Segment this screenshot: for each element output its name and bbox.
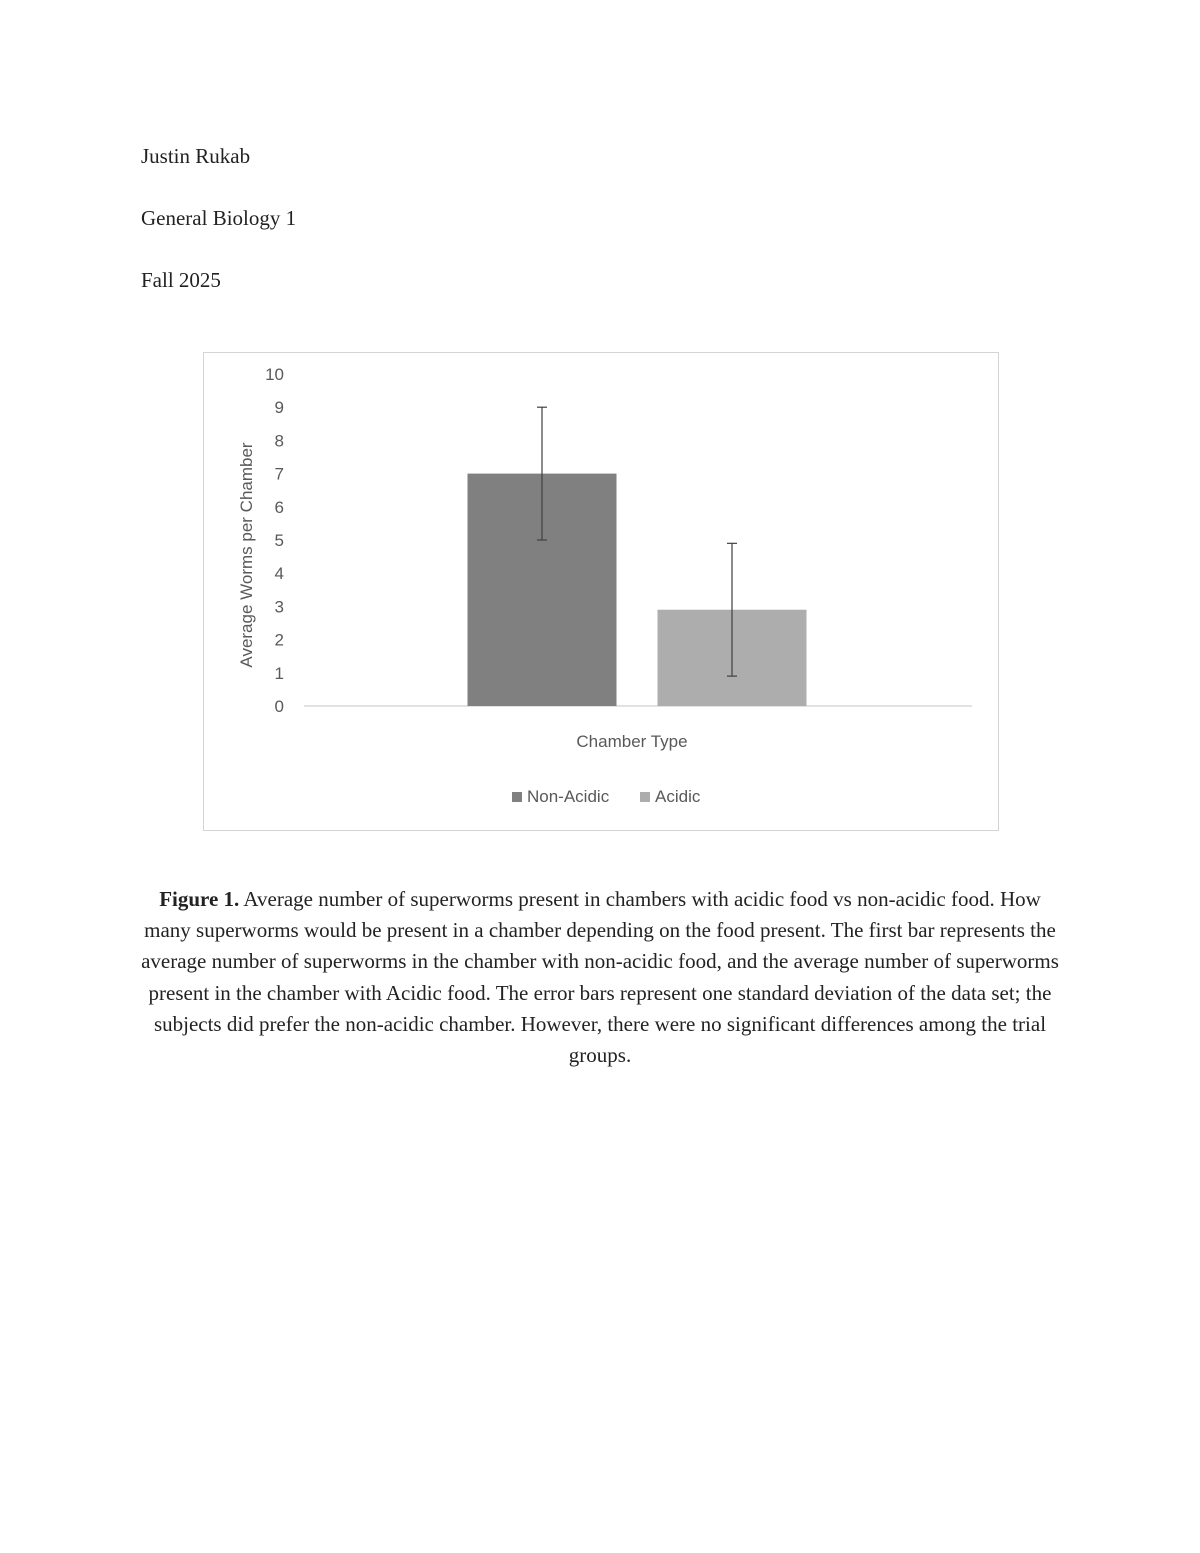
y-tick-label: 2 [274,630,284,650]
x-axis-label: Chamber Type [576,732,688,751]
figure-caption-text: Average number of superworms present in chambers with acidic food vs non-acidic food. How many superworms would be present in a chamber depending on the food present. The first bar represents the average number of superworms in the chamber with non-acidic food, and the average number of superworms present in the chamber with Acidic food. The error bars represent one standard deviation of the data set; the subjects did prefer the non-acidic chamber. However, there were no significant differences among the trial groups. [141,887,1059,1068]
legend-label: Acidic [655,787,701,806]
term: Fall 2025 [141,268,221,292]
author-name: Justin Rukab [141,144,251,168]
y-tick-label: 7 [274,464,284,484]
figure-label: Figure 1. [159,887,240,911]
figure-chart [203,352,999,831]
y-tick-label: 5 [274,531,284,550]
y-tick-label: 4 [274,564,284,584]
y-axis-label: Average Worms per Chamber [237,442,256,668]
y-tick-label: 1 [274,663,284,683]
bar-chart [204,353,998,830]
legend-label: Non-Acidic [527,787,610,806]
y-tick-label: 8 [274,431,284,451]
y-tick-label: 3 [274,597,284,617]
y-tick-label: 9 [274,398,284,418]
legend-swatch [640,792,650,802]
y-tick-label: 6 [274,497,284,517]
legend-swatch [512,792,522,802]
course-name: General Biology 1 [141,206,297,230]
figure-caption [140,884,1060,1071]
y-tick-label: 10 [265,365,284,384]
y-tick-label: 0 [274,697,284,716]
